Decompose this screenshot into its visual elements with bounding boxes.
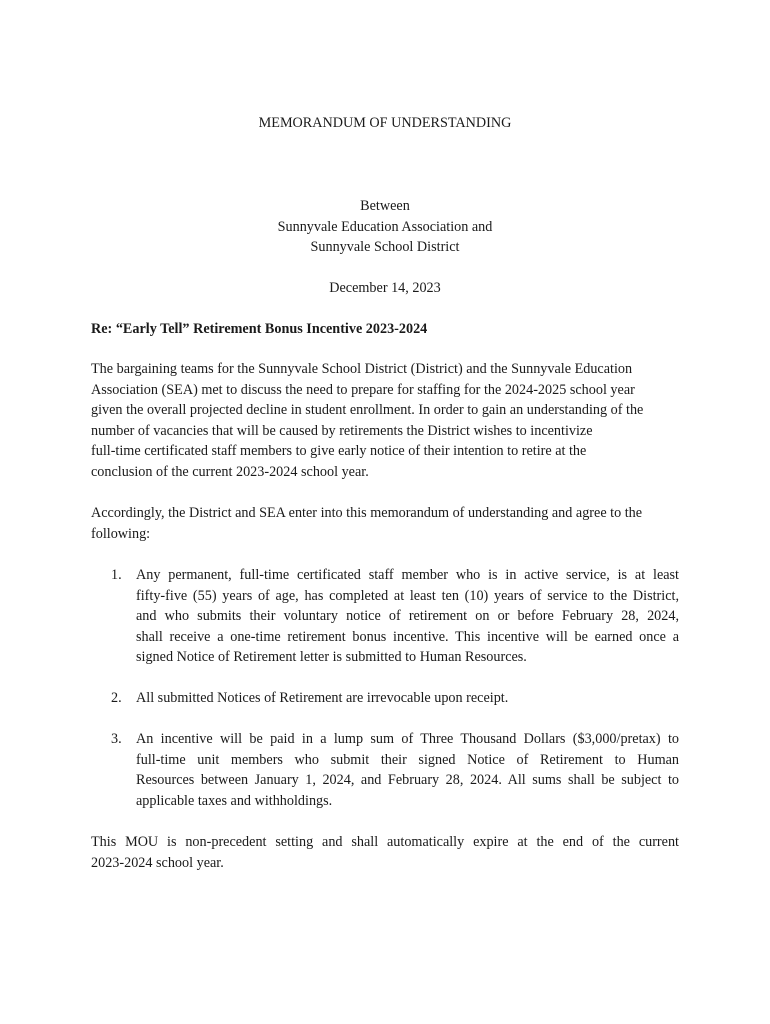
intro-line: given the overall projected decline in student enrollment. In order to gain an understanding of the xyxy=(91,402,644,419)
intro-line: full-time certificated staff members to give early notice of their intention to retire at the xyxy=(91,443,587,460)
intro-line: number of vacancies that will be caused by retirements the District wishes to incentivize xyxy=(91,422,593,439)
list-line: fifty-five (55) years of age, has completed at least ten (10) years of service to the District, xyxy=(136,587,679,604)
list-line: and who submits their voluntary notice of retirement on or before February 28, 2024, xyxy=(136,608,679,625)
list-item-text xyxy=(136,565,679,668)
intro-line: The bargaining teams for the Sunnyvale School District (District) and the Sunnyvale Education xyxy=(91,361,633,377)
list-item-text xyxy=(136,688,679,709)
list-line: An incentive will be paid in a lump sum of Three Thousand Dollars ($3,000/pretax) to xyxy=(136,731,679,747)
list-number: 1. xyxy=(111,567,122,583)
list-line: signed Notice of Retirement letter is submitted to Human Resources. xyxy=(136,649,527,666)
document-date: December 14, 2023 xyxy=(329,280,441,296)
parties-block xyxy=(0,196,770,258)
intro-line: Association (SEA) met to discuss the need to prepare for staffing for the 2024-2025 school year xyxy=(91,381,635,398)
list-number: 3. xyxy=(111,731,122,747)
intro-line: conclusion of the current 2023-2024 school year. xyxy=(91,463,369,480)
list-line: Any permanent, full-time certificated staff member who is in active service, is at least xyxy=(136,567,679,583)
party-district: Sunnyvale School District xyxy=(310,239,460,255)
closing-line: 2023-2024 school year. xyxy=(91,854,224,871)
list-line: full-time unit members who submit their signed Notice of Retirement to Human xyxy=(136,751,679,768)
list-item-text xyxy=(136,729,679,811)
list-line: All submitted Notices of Retirement are irrevocable upon receipt. xyxy=(136,690,509,706)
list-number: 2. xyxy=(111,690,122,706)
list-line: shall receive a one-time retirement bonus incentive. This incentive will be earned once a xyxy=(136,628,679,645)
accord-paragraph xyxy=(91,503,679,544)
document-title: MEMORANDUM OF UNDERSTANDING xyxy=(258,115,512,131)
between-label: Between xyxy=(360,198,410,214)
accord-line: Accordingly, the District and SEA enter into this memorandum of understanding and agree to the xyxy=(91,505,643,521)
subject-line: Re: “Early Tell” Retirement Bonus Incentive 2023-2024 xyxy=(91,321,428,337)
list-line: applicable taxes and withholdings. xyxy=(136,792,333,809)
party-sea: Sunnyvale Education Association and xyxy=(277,218,493,235)
closing-paragraph xyxy=(91,832,679,873)
list-line: Resources between January 1, 2024, and February 28, 2024. All sums shall be subject to xyxy=(136,772,679,789)
intro-paragraph xyxy=(91,359,679,483)
closing-line: This MOU is non-precedent setting and shall automatically expire at the end of the current xyxy=(91,834,679,850)
accord-line: following: xyxy=(91,525,151,542)
